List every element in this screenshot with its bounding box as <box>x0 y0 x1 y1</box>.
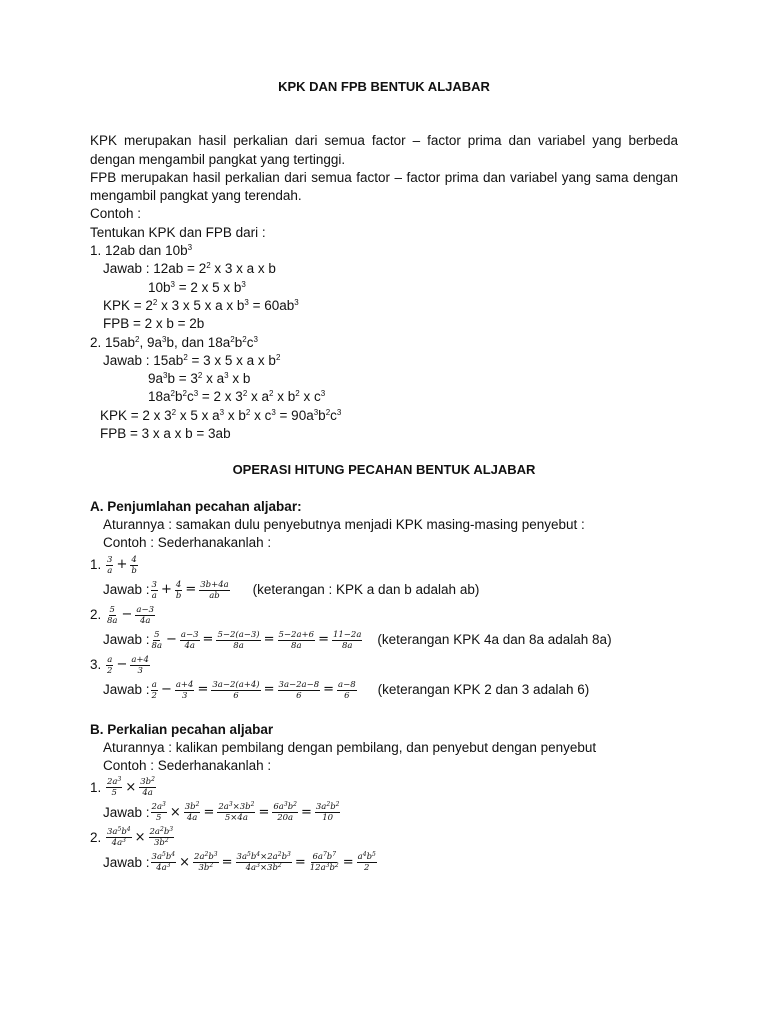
tentukan-label: Tentukan KPK dan FPB dari : <box>90 224 266 240</box>
example-2-jawab-line2: $9a^3b = 3^2$ x $a^3$ x b <box>148 371 251 387</box>
a2-note: (keterangan KPK 4a dan 8a adalah 8a) <box>377 631 612 647</box>
section-b-rule: Aturannya : kalikan pembilang dengan pembilang, dan penyebut dengan penyebut <box>103 739 597 755</box>
a1-jawab: Jawab : $\frac{3}{a}$ + $\frac{4}{b}$ = $\frac{3b+4a}{ab}$ (keterangan : KPK a dan b adalah ab) <box>103 579 480 601</box>
contoh-label: Contoh : <box>90 206 142 222</box>
example-1-heading: 1. 12ab dan $10b^3$ <box>90 243 193 259</box>
a1-note: (keterangan : KPK a dan b adalah ab) <box>252 581 480 597</box>
a3-note: (keterangan KPK 2 dan 3 adalah 6) <box>377 681 590 697</box>
example-1-kpk: KPK = $2^2$ x 3 x 5 x a x $b^3 = 60ab^3$ <box>103 297 299 313</box>
b2-problem: 2. $\frac{3a^5b^4}{4a^3}$ × $\frac{2a^2b^3}{3b^2}$ <box>90 826 174 849</box>
title-operasi-pecahan: OPERASI HITUNG PECAHAN BENTUK ALJABAR <box>232 462 536 478</box>
a3-problem: 3. $\frac{a}{2}$ − $\frac{a+4}{3}$ <box>90 654 149 676</box>
jawab-label: Jawab : <box>103 581 150 597</box>
example-2-jawab-line1: Jawab : $15ab^2 = 3$ x 5 x a x $b^2$ <box>103 352 281 368</box>
jawab-label: Jawab : <box>103 804 150 820</box>
section-a-contoh: Contoh : Sederhanakanlah : <box>103 535 272 551</box>
fpb-definition: FPB merupakan hasil perkalian dari semua factor – factor prima dan variabel yang sama dengan mengambil pangkat yang terendah. <box>90 169 678 204</box>
example-1-jawab-line2: $10b^3 = 2$ x 5 x $b^3$ <box>148 279 246 295</box>
example-2-jawab-line3: $18a^2b^2c^3 = 2$ x $3^2$ x $a^2$ x $b^2$ x $c^3$ <box>148 389 326 405</box>
a3-jawab: Jawab : $\frac{a}{2}$ − $\frac{a+4}{3}$ = $\frac{3a-2(a+4)}{6}$ = $\frac{3a-2a-8}{6}$ = $\frac{a-8}{6}$ (keterangan KPK 2 dan 3 adalah 6) <box>103 679 590 701</box>
example-2-kpk: KPK = 2 x $3^2$ x 5 x $a^3$ x $b^2$ x $c^3 = 90a^3b^2c^3$ <box>100 407 342 423</box>
b2-jawab: Jawab : $\frac{3a^5b^4}{4a^3}$ × $\frac{2a^2b^3}{3b^2}$ = $\frac{3a^5b^4\times 2a^2b^3}{4a^3\times 3b^2}$ = $\frac{6a^7b^7}{12a^3b^2}$ = $\frac{a^4b^5}{2}$ <box>103 851 376 874</box>
b1-problem: 1. $\frac{2a^3}{5}$ × $\frac{3b^2}{4a}$ <box>90 776 155 799</box>
b1-jawab: Jawab : $\frac{2a^3}{5}$ × $\frac{3b^2}{4a}$ = $\frac{2a^3\times 3b^2}{5\times 4a}$ = $\frac{6a^3b^2}{20a}$ = $\frac{3a^2b^2}{10}$ <box>103 801 340 824</box>
jawab-label: Jawab : <box>103 854 150 870</box>
jawab-label: Jawab : <box>103 681 150 697</box>
section-b-heading: B. Perkalian pecahan aljabar <box>90 721 274 737</box>
kpk-definition: KPK merupakan hasil perkalian dari semua factor – factor prima dan variabel yang berbeda dengan mengambil pangkat yang tertinggi. <box>90 133 678 167</box>
section-a-heading: A. Penjumlahan pecahan aljabar: <box>90 498 302 514</box>
title-kpk-fpb: KPK DAN FPB BENTUK ALJABAR <box>278 79 490 94</box>
section-a-rule: Aturannya : samakan dulu penyebutnya menjadi KPK masing-masing penyebut : <box>103 516 585 532</box>
example-1-jawab-line1: Jawab : $12ab = 2^2$ x 3 x a x b <box>103 261 276 277</box>
jawab-label: Jawab : <box>103 631 150 647</box>
example-2-heading: 2. $15ab^2$, $9a^3b$, dan $18a^2b^2c^3$ <box>90 334 258 350</box>
example-2-fpb: FPB = 3 x a x b = 3ab <box>100 426 231 442</box>
example-1-fpb: FPB = 2 x b = 2b <box>103 316 205 332</box>
section-b-contoh: Contoh : Sederhanakanlah : <box>103 758 272 774</box>
a2-problem: 2. $\frac{5}{8a}$ − $\frac{a-3}{4a}$ <box>90 604 155 626</box>
a1-problem: 1. $\frac{3}{a}$ + $\frac{4}{b}$ <box>90 554 137 576</box>
document-page <box>90 78 678 875</box>
a2-jawab: Jawab : $\frac{5}{8a}$ − $\frac{a-3}{4a}$ = $\frac{5-2(a-3)}{8a}$ = $\frac{5-2a+6}{8a}$ = $\frac{11-2a}{8a}$ (keterangan KPK 4a dan 8a adalah 8a) <box>103 629 612 651</box>
